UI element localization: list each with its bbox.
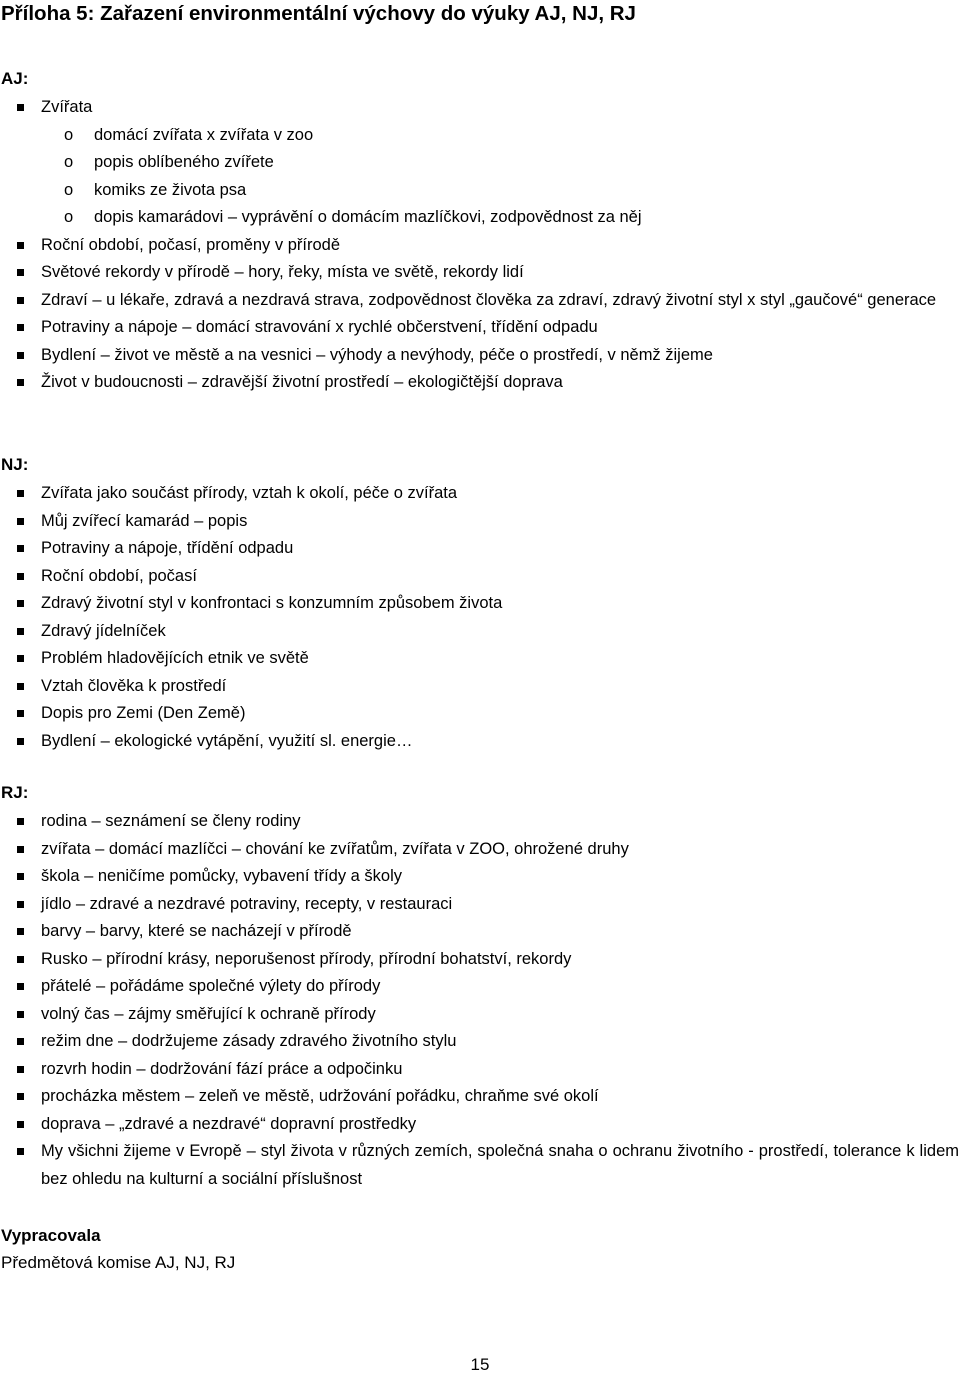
list-item-text: přátelé – pořádáme společné výlety do přírody bbox=[41, 977, 381, 995]
list-item bbox=[1, 1111, 959, 1139]
sublist-item-text: komiks ze života psa bbox=[94, 180, 247, 199]
square-bullet-icon bbox=[17, 104, 24, 111]
list-item bbox=[1, 342, 959, 370]
list-item bbox=[1, 1138, 959, 1193]
footer-block bbox=[1, 1222, 235, 1276]
list-item bbox=[1, 891, 959, 919]
list-item bbox=[1, 259, 959, 287]
sublist-item-text: dopis kamarádovi – vyprávění o domácím mazlíčkovi, zodpovědnost za něj bbox=[94, 208, 642, 226]
list-item bbox=[1, 535, 959, 563]
list-item-text: zvířata – domácí mazlíčci – chování ke zvířatům, zvířata v ZOO, ohrožené druhy bbox=[41, 839, 629, 858]
aj-list bbox=[1, 94, 959, 397]
section-nj bbox=[1, 450, 959, 755]
list-item bbox=[1, 314, 959, 342]
square-bullet-icon bbox=[17, 710, 24, 717]
list-item-text: doprava – „zdravé a nezdravé“ dopravní prostředky bbox=[41, 1114, 417, 1133]
square-bullet-icon bbox=[17, 573, 24, 580]
sublist-item bbox=[1, 204, 959, 232]
sublist-item bbox=[1, 149, 959, 177]
section-label-rj: RJ: bbox=[1, 783, 29, 802]
square-bullet-icon bbox=[17, 873, 24, 880]
rj-list bbox=[1, 808, 959, 1193]
circle-bullet-icon: o bbox=[64, 180, 74, 199]
list-item bbox=[1, 808, 959, 836]
list-item bbox=[1, 728, 959, 756]
list-item bbox=[1, 508, 959, 536]
list-item bbox=[1, 618, 959, 646]
list-item bbox=[1, 1028, 959, 1056]
list-item bbox=[1, 563, 959, 591]
page-title: Příloha 5: Zařazení environmentální výchovy do výuky AJ, NJ, RJ bbox=[1, 2, 636, 25]
list-item-text: Rusko – přírodní krásy, neporušenost přírody, přírodní bohatství, rekordy bbox=[41, 949, 572, 968]
list-item-text: Zdravý jídelníček bbox=[41, 621, 166, 640]
circle-bullet-icon: o bbox=[64, 125, 74, 144]
list-item bbox=[1, 1056, 959, 1084]
list-item-text: My všichni žijeme v Evropě – styl života v různých zemích, společná snaha o ochranu životního - prostředí, tolerance k lidem bez ohledu na kulturní a sociální příslušnost bbox=[41, 1142, 959, 1188]
list-item-text: Roční období, počasí bbox=[41, 566, 197, 585]
square-bullet-icon bbox=[17, 518, 24, 525]
square-bullet-icon bbox=[17, 1093, 24, 1100]
list-item bbox=[1, 480, 959, 508]
list-item-text: rozvrh hodin – dodržování fází práce a odpočinku bbox=[41, 1059, 403, 1078]
square-bullet-icon bbox=[17, 545, 24, 552]
list-item-text: Problém hladovějících etnik ve světě bbox=[41, 649, 309, 667]
square-bullet-icon bbox=[17, 600, 24, 607]
sublist-item-text: domácí zvířata x zvířata v zoo bbox=[94, 125, 314, 144]
square-bullet-icon bbox=[17, 269, 24, 276]
circle-bullet-icon: o bbox=[64, 153, 74, 171]
list-item-text: Potraviny a nápoje, třídění odpadu bbox=[41, 539, 294, 557]
page-number: 15 bbox=[470, 1355, 490, 1374]
list-item bbox=[1, 700, 959, 728]
list-item bbox=[1, 1083, 959, 1111]
list-item-text: Život v budoucnosti – zdravější životní prostředí – ekologičtější doprava bbox=[41, 373, 563, 391]
sublist-item-text: popis oblíbeného zvířete bbox=[94, 153, 274, 171]
square-bullet-icon bbox=[17, 1148, 24, 1155]
square-bullet-icon bbox=[17, 983, 24, 990]
list-item bbox=[1, 590, 959, 618]
list-item bbox=[1, 946, 959, 974]
list-item-text: Zvířata bbox=[41, 98, 93, 116]
list-item bbox=[1, 973, 959, 1001]
list-item-text: procházka městem – zeleň ve městě, udržování pořádku, chraňme své okolí bbox=[41, 1087, 599, 1105]
square-bullet-icon bbox=[17, 846, 24, 853]
list-item bbox=[1, 836, 959, 864]
list-item-text: Zvířata jako součást přírody, vztah k okolí, péče o zvířata bbox=[41, 484, 458, 502]
section-label-nj: NJ: bbox=[1, 455, 29, 474]
list-item-text: Vztah člověka k prostředí bbox=[41, 676, 227, 695]
square-bullet-icon bbox=[17, 324, 24, 331]
sublist-item bbox=[1, 122, 959, 150]
footer-author: Předmětová komise AJ, NJ, RJ bbox=[1, 1253, 236, 1272]
square-bullet-icon bbox=[17, 1121, 24, 1128]
square-bullet-icon bbox=[17, 1066, 24, 1073]
square-bullet-icon bbox=[17, 818, 24, 825]
list-item bbox=[1, 918, 959, 946]
square-bullet-icon bbox=[17, 297, 24, 304]
list-item bbox=[1, 369, 959, 397]
list-item bbox=[1, 287, 959, 315]
square-bullet-icon bbox=[17, 1038, 24, 1045]
list-item-text: režim dne – dodržujeme zásady zdravého životního stylu bbox=[41, 1032, 457, 1050]
square-bullet-icon bbox=[17, 683, 24, 690]
square-bullet-icon bbox=[17, 738, 24, 745]
section-rj bbox=[1, 778, 959, 1193]
list-item bbox=[1, 94, 959, 232]
square-bullet-icon bbox=[17, 655, 24, 662]
sublist-item bbox=[1, 177, 959, 205]
list-item-text: volný čas – zájmy směřující k ochraně přírody bbox=[41, 1004, 376, 1023]
square-bullet-icon bbox=[17, 956, 24, 963]
list-item bbox=[1, 645, 959, 673]
list-item-text: Dopis pro Zemi (Den Země) bbox=[41, 704, 246, 722]
list-item bbox=[1, 863, 959, 891]
list-item-text: Bydlení – život ve městě a na vesnici – výhody a nevýhody, péče o prostředí, v němž žijeme bbox=[41, 345, 713, 364]
list-item-text: barvy – barvy, které se nacházejí v přírodě bbox=[41, 922, 352, 940]
circle-bullet-icon: o bbox=[64, 208, 74, 226]
list-item-text: rodina – seznámení se členy rodiny bbox=[41, 812, 301, 830]
square-bullet-icon bbox=[17, 928, 24, 935]
square-bullet-icon bbox=[17, 901, 24, 908]
list-item-text: Bydlení – ekologické vytápění, využití sl. energie… bbox=[41, 731, 413, 750]
list-item-text: Můj zvířecí kamarád – popis bbox=[41, 511, 248, 530]
list-item-text: Zdraví – u lékaře, zdravá a nezdravá strava, zodpovědnost člověka za zdraví, zdravý životní styl x styl „gaučové“ generace bbox=[41, 290, 937, 309]
square-bullet-icon bbox=[17, 379, 24, 386]
section-aj bbox=[1, 64, 959, 397]
list-item bbox=[1, 232, 959, 260]
section-label-aj: AJ: bbox=[1, 69, 29, 88]
list-item bbox=[1, 673, 959, 701]
list-item-text: Roční období, počasí, proměny v přírodě bbox=[41, 235, 340, 254]
list-item-text: Světové rekordy v přírodě – hory, řeky, místa ve světě, rekordy lidí bbox=[41, 263, 524, 281]
footer-heading: Vypracovala bbox=[1, 1226, 101, 1245]
square-bullet-icon bbox=[17, 242, 24, 249]
sublist bbox=[41, 122, 959, 232]
list-item-text: Zdravý životní styl v konfrontaci s konzumním způsobem života bbox=[41, 594, 503, 612]
square-bullet-icon bbox=[17, 352, 24, 359]
list-item-text: škola – neničíme pomůcky, vybavení třídy a školy bbox=[41, 867, 403, 885]
nj-list bbox=[1, 480, 959, 755]
list-item bbox=[1, 1001, 959, 1029]
square-bullet-icon bbox=[17, 628, 24, 635]
square-bullet-icon bbox=[17, 1011, 24, 1018]
list-item-text: Potraviny a nápoje – domácí stravování x rychlé občerstvení, třídění odpadu bbox=[41, 318, 598, 336]
list-item-text: jídlo – zdravé a nezdravé potraviny, recepty, v restauraci bbox=[41, 894, 453, 913]
square-bullet-icon bbox=[17, 490, 24, 497]
